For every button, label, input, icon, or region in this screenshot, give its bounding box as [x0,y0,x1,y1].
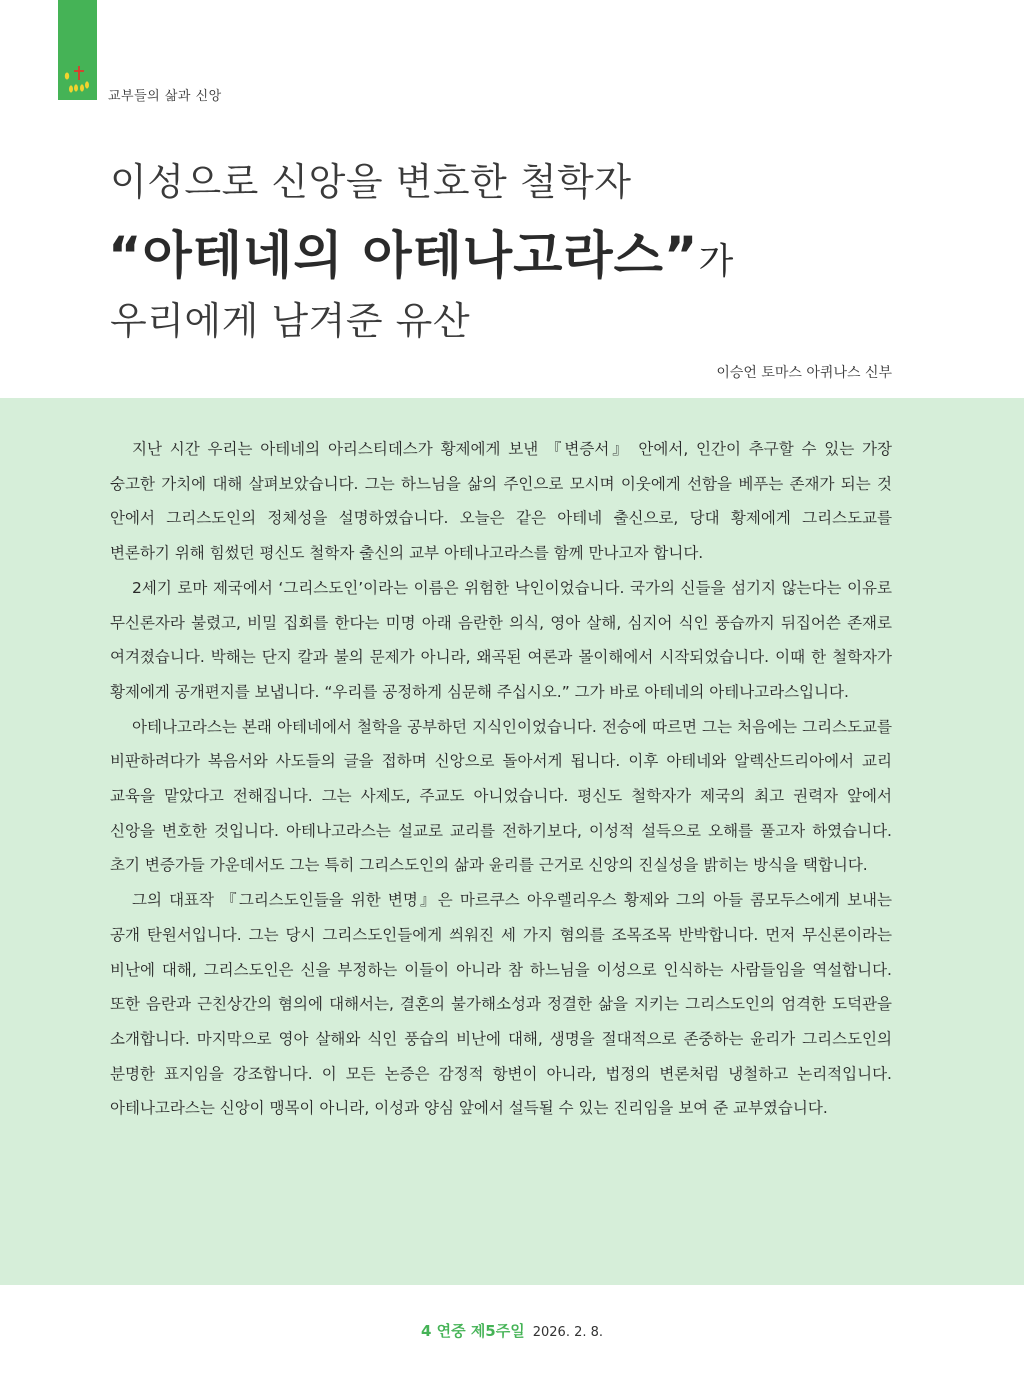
title-suffix: 가 [698,241,734,282]
author-byline: 이승언 토마스 아퀴나스 신부 [716,365,892,381]
paragraph: 그의 대표작 『그리스도인들을 위한 변명』은 마르쿠스 아우렐리우스 황제와 그의 아들 콤모두스에게 보내는 공개 탄원서입니다. 그는 당시 그리스도인들에게 씌워진 세 가지 혐의를 조목조목 반박합니다. 먼저 무신론이라는 비난에 대해, 그리스도인은 신을 부정하는 이들이 아니라 참 하느님을 이성으로 인식하는 사람들임을 역설합니다. 또한 음란과 근친상간의 혐의에 대해서는, 결혼의 불가해소성과 정결한 삶을 지키는 그리스도인의 엄격한 도덕관을 소개합니다. 마지막으로 영아 살해와 식인 풍습의 비난에 대해, 생명을 절대적으로 존중하는 윤리가 그리스도인의 분명한 표지임을 강조합니다. 이 모든 논증은 감정적 항변이 아니라, 법정의 변론처럼 냉철하고 논리적입니다. 아테나고라스는 신앙이 맹목이 아니라, 이성과 양심 앞에서 설득될 수 있는 진리임을 보여 준 교부였습니다. [110,891,892,1118]
section-label: 교부들의 삶과 신앙 [108,89,222,104]
article-body [110,432,892,1126]
paragraph: 2세기 로마 제국에서 ‘그리스도인’이라는 이름은 위험한 낙인이었습니다. 국가의 신들을 섬기지 않는다는 이유로 무신론자라 불렸고, 비밀 집회를 한다는 미명 아래 음란한 의식, 영아 살해, 심지어 식인 풍습까지 뒤집어쓴 존재로 여겨졌습니다. 박해는 단지 칼과 불의 문제가 아니라, 왜곡된 여론과 몰이해에서 시작되었습니다. 이때 한 철학자가 황제에게 공개편지를 보냅니다. “우리를 공정하게 심문해 주십시오.” 그가 바로 아테네의 아테나고라스입니다. [110,578,892,701]
title-line-3: 우리에게 남겨준 유산 [110,299,471,343]
section-tab [58,0,97,100]
issue-date: 2026. 2. 8. [532,1325,604,1340]
title-line-2 [108,214,733,288]
wheat-cross-icon [58,0,97,100]
paragraph: 지난 시간 우리는 아테네의 아리스티데스가 황제에게 보낸 『변증서』 안에서, 인간이 추구할 수 있는 가장 숭고한 가치에 대해 살펴보았습니다. 그는 하느님을 삶의 주인으로 모시며 이웃에게 선함을 베푸는 존재가 되는 것 안에서 그리스도인의 정체성을 설명하였습니다. 오늘은 같은 아테네 출신으로, 당대 황제에게 그리스도교를 변론하기 위해 힘썼던 평신도 철학자 출신의 교부 아테나고라스를 함께 만나고자 합니다. [110,440,892,563]
page-number-label: 4 연중 제5주일 [420,1322,525,1340]
paragraph: 아테나고라스는 본래 아테네에서 철학을 공부하던 지식인이었습니다. 전승에 따르면 그는 처음에는 그리스도교를 비판하려다가 복음서와 사도들의 글을 접하며 신앙으로 돌아서게 됩니다. 이후 아테네와 알렉산드리아에서 교리 교육을 맡았다고 전해집니다. 그는 사제도, 주교도 아니었습니다. 평신도 철학자가 제국의 최고 권력자 앞에서 신앙을 변호한 것입니다. 아테나고라스는 설교로 교리를 전하기보다, 이성적 설득으로 오해를 풀고자 하였습니다. 초기 변증가들 가운데서도 그는 특히 그리스도인의 삶과 윤리를 근거로 신앙의 진실성을 밝히는 방식을 택합니다. [110,717,892,875]
title-line-1: 이성으로 신앙을 변호한 철학자 [110,160,632,204]
title-main: “아테네의 아테나고라스” [108,227,699,286]
page-footer [0,1320,1024,1341]
